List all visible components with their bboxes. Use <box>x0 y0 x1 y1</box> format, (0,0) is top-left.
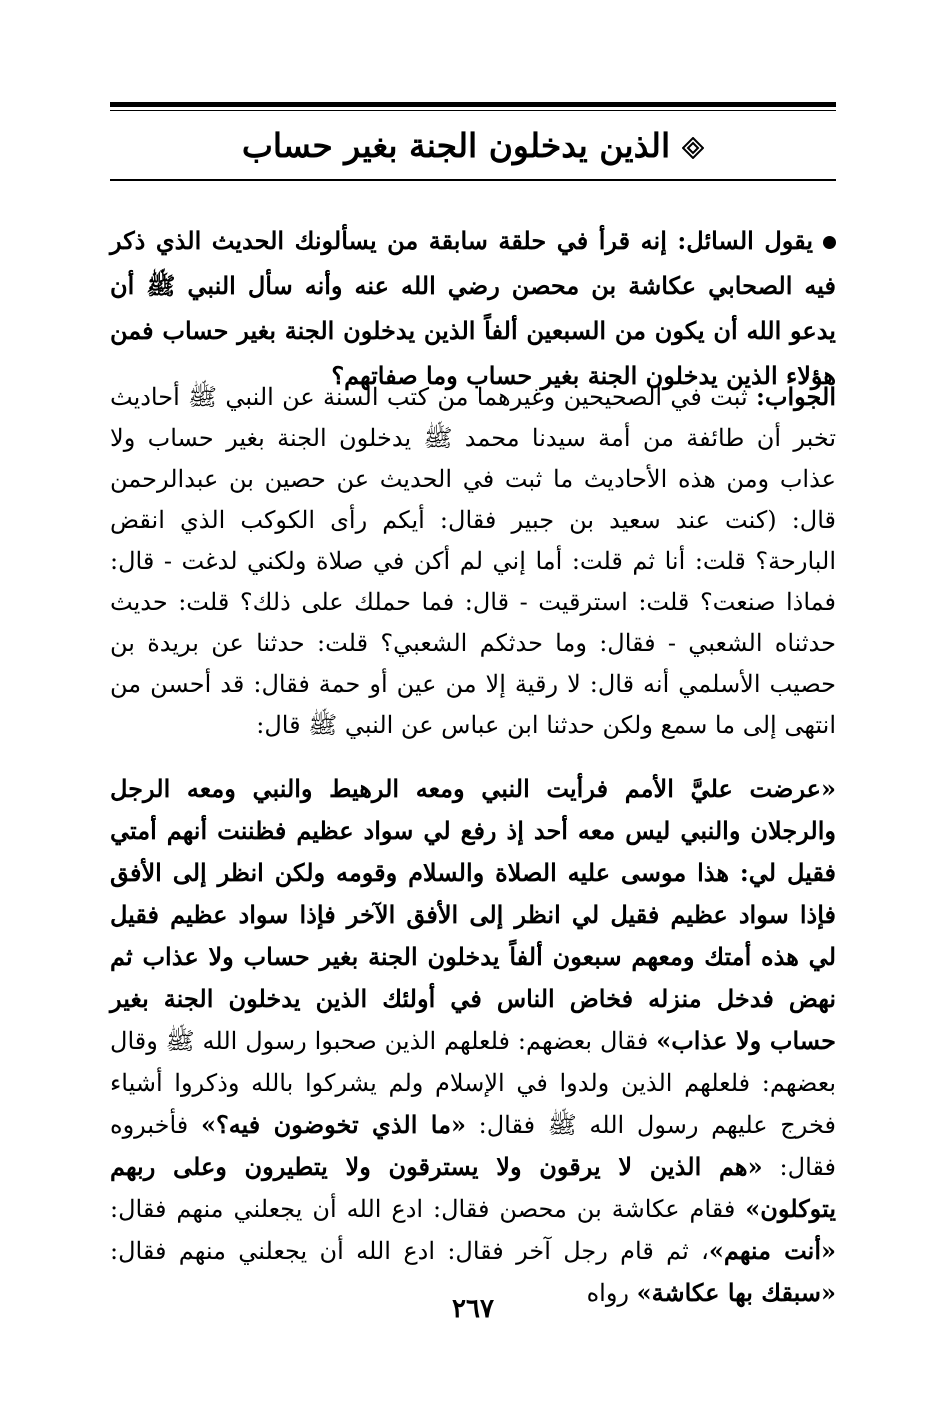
hadith-text-1: فقال بعضهم: فلعلهم الذين صحبوا رسول الله ﷺ وقال بعضهم: فلعلهم الذين ولدوا في الإسلام ولم يشركوا بالله وذكروا أشياء فخرج عليهم رسول الله ﷺ فقال: <box>110 1027 836 1139</box>
question-text: إنه قرأ في حلقة سابقة من يسألونك الحديث الذي ذكر فيه الصحابي عكاشة بن محصن رضي الله عنه وأنه سأل النبي ﷺ أن يدعو الله أن يكون من السبعين ألفاً الذين يدخلون الجنة بغير حساب فمن هؤلاء الذين يدخلون الجنة بغير حساب وما صفاتهم؟ <box>110 226 836 390</box>
hadith-quote-1: «ما الذي تخوضون فيه؟» <box>200 1110 466 1139</box>
heading-title: الذين يدخلون الجنة بغير حساب <box>241 126 671 165</box>
book-page <box>110 96 836 1356</box>
answer-text: ثبت في الصحيحين وغيرهما من كتب السنة عن النبي ﷺ أحاديث تخبر أن طائفة من أمة سيدنا محمد ﷺ يدخلون الجنة بغير حساب ولا عذاب ومن هذه الأحاديث ما ثبت في الحديث عن حصين بن عبدالرحمن قال: (كنت عند سعيد بن جبير فقال: أيكم رأى الكوكب الذي انقض البارحة؟ قلت: أنا ثم قلت: أما إني لم أكن في صلاة ولكني لدغت - قال: فماذا صنعت؟ قلت: استرقيت - قال: فما حملك على ذلك؟ قلت: حديث حدثناه الشعبي - فقال: وما حدثكم الشعبي؟ قلت: حدثنا عن بريدة بن حصيب الأسلمي أنه قال: لا رقية إلا من عين أو حمة فقال: قد أحسن من انتهى إلى ما سمع ولكن حدثنا ابن عباس عن النبي ﷺ قال: <box>110 383 837 739</box>
hadith-text-2: فأخبروه فقال: <box>110 1111 837 1181</box>
answer-label: الجواب: <box>756 382 836 411</box>
header-rule-thin <box>110 110 836 111</box>
header-rule-bottom <box>110 179 836 181</box>
hadith-quote: «عرضت عليَّ الأمم فرأيت النبي ومعه الرهيط والنبي ومعه الرجل والرجلان والنبي ليس معه أحد إذ رفع لي سواد عظيم فظننت أنهم أمتي فقيل لي: هذا موسى عليه الصلاة والسلام وقومه ولكن انظر إلى الأفق فإذا سواد عظيم فقيل لي انظر إلى الأفق الآخر فإذا سواد عظيم فقيل لي هذه أمتك ومعهم سبعون ألفاً يدخلون الجنة بغير حساب ولا عذاب ثم نهض فدخل منزله فخاض الناس في أولئك الذين يدخلون الجنة بغير حساب ولا عذاب» <box>110 774 837 1055</box>
hadith-text-5: رواه <box>586 1279 637 1307</box>
answer-paragraph <box>110 376 836 746</box>
question-label: يقول السائل: <box>677 226 814 255</box>
hadith-quote-4: «سبقك بها عكاشة» <box>636 1278 836 1307</box>
header-rule-thick <box>110 102 836 107</box>
hadith-paragraph <box>110 768 836 1314</box>
hadith-quote-3: «أنت منهم» <box>708 1236 837 1265</box>
hadith-text-3: فقام عكاشة بن محصن فقال: ادع الله أن يجعلني منهم فقال: <box>110 1195 746 1223</box>
hadith-text-4: ، ثم قام رجل آخر فقال: ادع الله أن يجعلني منهم فقال: <box>110 1237 709 1265</box>
page-heading <box>110 118 836 174</box>
hadith-quote-2: «هم الذين لا يرقون ولا يسترقون ولا يتطيرون وعلى ربهم يتوكلون» <box>110 1152 836 1223</box>
bullet-icon <box>823 236 836 249</box>
question-paragraph <box>110 218 836 398</box>
diamond-icon <box>682 137 704 159</box>
page-number: ٢٦٧ <box>452 1294 494 1324</box>
